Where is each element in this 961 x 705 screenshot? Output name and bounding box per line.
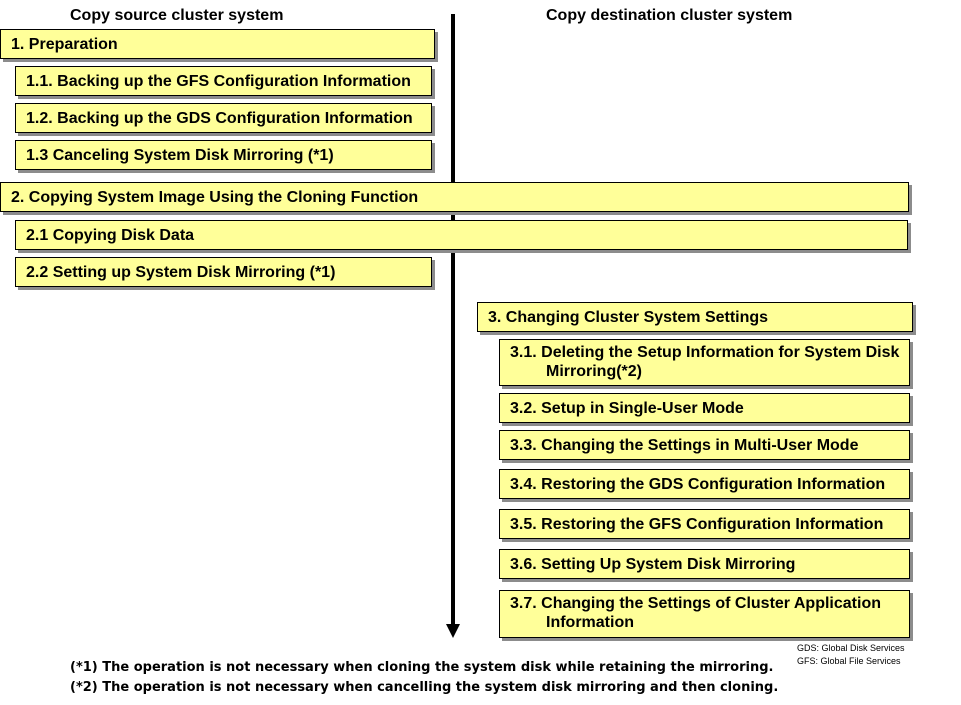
step-3-1-delete-mirroring-setup xyxy=(499,339,910,386)
footnote-2: (*2) The operation is not necessary when cancelling the system disk mirroring and then cloning. xyxy=(70,680,779,695)
step-1-preparation xyxy=(0,29,435,59)
step-2-2-setup-mirroring xyxy=(15,257,432,287)
step-3-4-label: 3.4. Restoring the GDS Configuration Information xyxy=(510,475,886,493)
destination-system-heading: Copy destination cluster system xyxy=(546,7,793,24)
step-1-1-backup-gfs xyxy=(15,66,432,96)
step-1-3-cancel-mirroring xyxy=(15,140,432,170)
step-3-6-setup-mirroring xyxy=(499,549,910,579)
step-3-1-label-line2: Mirroring(*2) xyxy=(546,363,642,380)
step-1-label: 1. Preparation xyxy=(11,35,118,53)
step-2-2-label: 2.2 Setting up System Disk Mirroring (*1) xyxy=(26,263,336,281)
step-3-7-change-cluster-app xyxy=(499,590,910,638)
step-2-1-label: 2.1 Copying Disk Data xyxy=(26,226,195,244)
step-2-1-copy-disk-data xyxy=(15,220,908,250)
step-3-1-label-line1: 3.1. Deleting the Setup Information for System Disk xyxy=(510,344,900,361)
step-2-copy-system-image xyxy=(0,182,909,212)
timeline-arrowhead-icon xyxy=(446,624,460,638)
abbreviation-gds: GDS: Global Disk Services xyxy=(797,643,905,653)
step-3-3-multi-user-mode xyxy=(499,430,910,460)
step-3-label: 3. Changing Cluster System Settings xyxy=(488,308,769,326)
step-1-2-backup-gds xyxy=(15,103,432,133)
step-3-4-restore-gds xyxy=(499,469,910,499)
step-2-label: 2. Copying System Image Using the Cloning Function xyxy=(11,188,419,206)
step-1-2-label: 1.2. Backing up the GDS Configuration Information xyxy=(26,109,413,127)
step-3-7-label-line1: 3.7. Changing the Settings of Cluster Application xyxy=(510,595,881,612)
step-3-5-label: 3.5. Restoring the GFS Configuration Information xyxy=(510,515,884,533)
step-3-2-label: 3.2. Setup in Single-User Mode xyxy=(510,399,744,417)
step-3-3-label: 3.3. Changing the Settings in Multi-User Mode xyxy=(510,436,859,454)
step-1-3-label: 1.3 Canceling System Disk Mirroring (*1) xyxy=(26,146,334,164)
timeline-arrow-shaft xyxy=(451,14,455,626)
step-1-1-label: 1.1. Backing up the GFS Configuration Information xyxy=(26,72,411,90)
step-3-6-label: 3.6. Setting Up System Disk Mirroring xyxy=(510,555,796,573)
source-system-heading: Copy source cluster system xyxy=(70,7,284,24)
abbreviation-gfs: GFS: Global File Services xyxy=(797,656,901,666)
step-3-change-cluster-settings xyxy=(477,302,913,332)
step-3-7-label-line2: Information xyxy=(546,614,634,631)
step-3-5-restore-gfs xyxy=(499,509,910,539)
step-3-2-single-user-mode xyxy=(499,393,910,423)
footnote-1: (*1) The operation is not necessary when cloning the system disk while retaining the mirroring. xyxy=(70,660,774,675)
